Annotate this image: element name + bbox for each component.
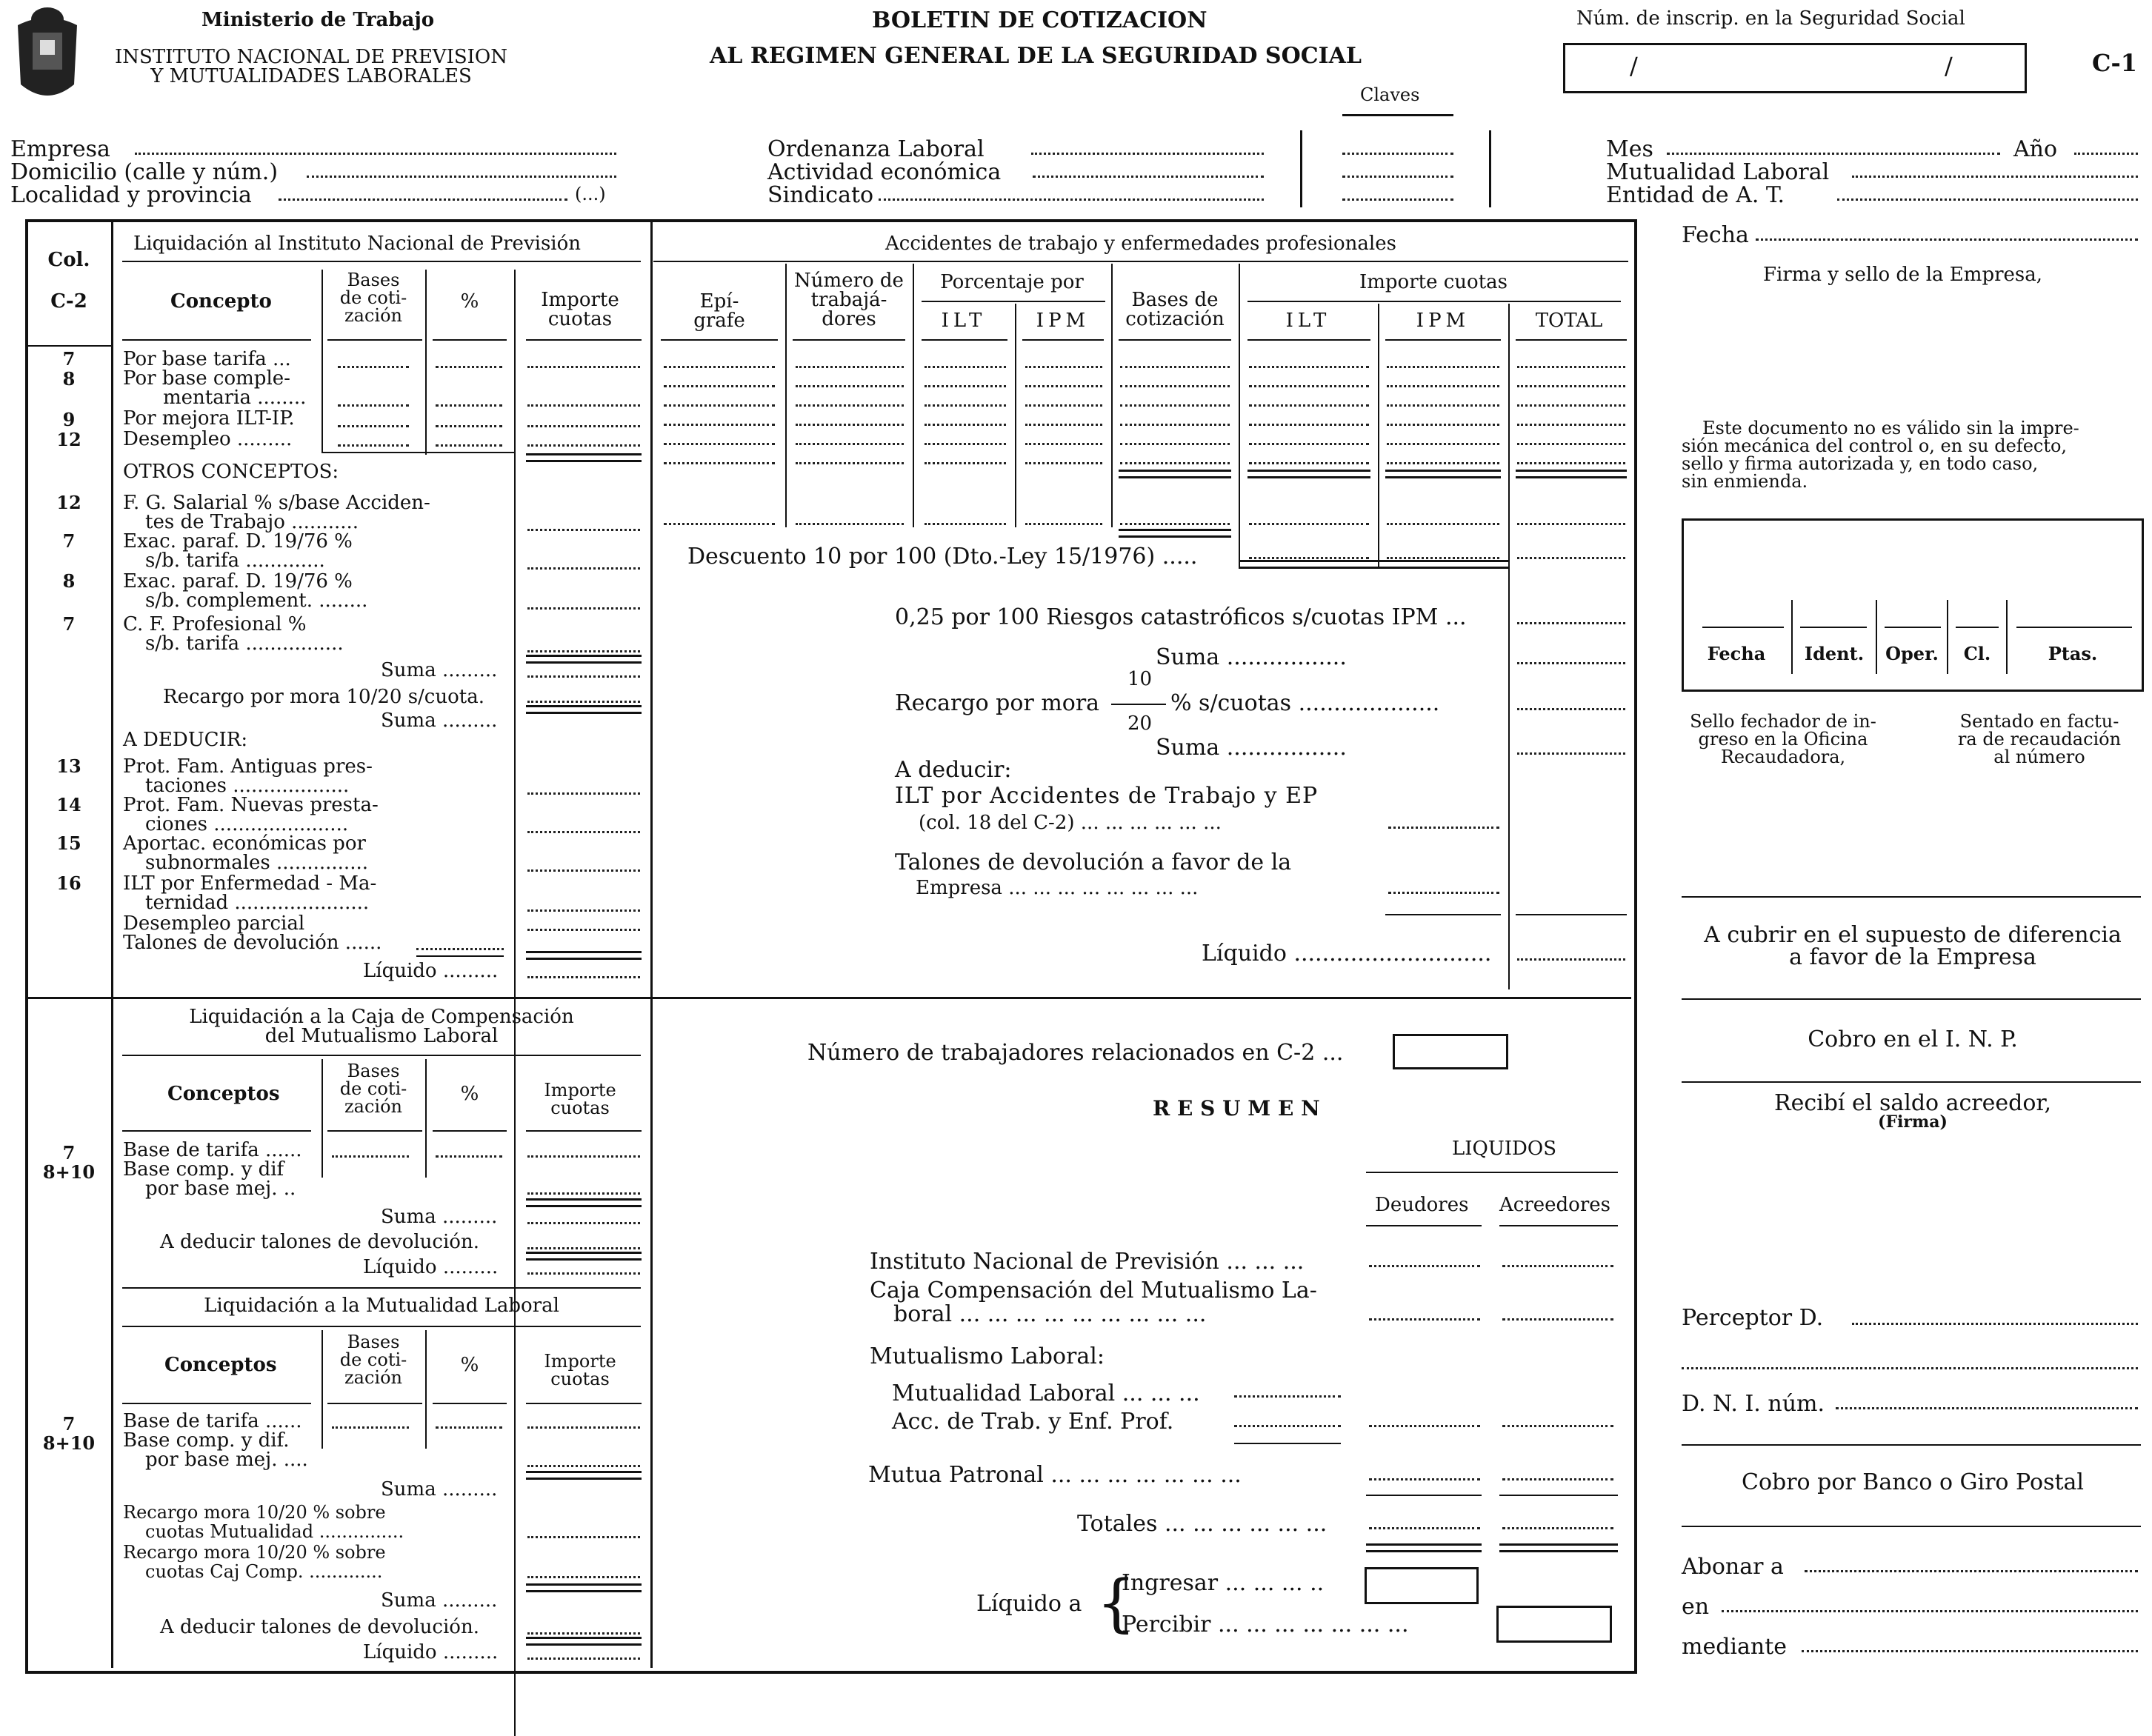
mutualidad-recargo: cuotas Mutualidad ............... (145, 1521, 404, 1542)
caja-liquido: Líquido ......... (363, 1256, 499, 1278)
acc-suma: Suma ................. (1156, 644, 1347, 670)
inp-row-label: mentaria ........ (163, 387, 307, 409)
mutualidad-field[interactable] (1852, 176, 2138, 178)
mutualidad-title: Liquidación a la Mutualidad Laboral (204, 1295, 559, 1317)
claves-label: Claves (1360, 84, 1420, 105)
resumen-acreedores: Acreedores (1499, 1194, 1610, 1216)
inp-title: Liquidación al Instituto Nacional de Previsión (133, 233, 582, 255)
col-num: 7 (62, 1142, 76, 1164)
sindicato-field[interactable] (879, 198, 1264, 201)
stamp-ptas: Ptas. (2048, 643, 2098, 664)
col-num: 7 (62, 1413, 76, 1435)
stamp-cl: Cl. (1963, 643, 1991, 664)
resumen-caja1: Caja Compensación del Mutualismo La- (870, 1278, 1317, 1303)
resumen-caja2: boral ... ... ... ... ... ... ... ... ... (893, 1301, 1207, 1327)
mutualidad-row: Base comp. y dif. (123, 1429, 290, 1452)
perceptor-label: Perceptor D. (1682, 1305, 1824, 1331)
mediante-label: mediante (1682, 1634, 1788, 1660)
otros-conceptos: OTROS CONCEPTOS: (123, 461, 339, 483)
dni-field[interactable] (1836, 1407, 2138, 1409)
acc-h-importe: Importe cuotas (1359, 271, 1508, 293)
dni-label: D. N. I. núm. (1682, 1391, 1825, 1417)
acc-talones2: Empresa ... ... ... ... ... ... ... ... (916, 877, 1199, 899)
domicilio-label: Domicilio (calle y núm.) (10, 159, 279, 185)
deducir-row: ternidad ...................... (145, 892, 370, 914)
recibi: Recibí el saldo acreedor, (1773, 1090, 2052, 1116)
col-num: 8+10 (42, 1161, 96, 1183)
ministry-label: Ministerio de Trabajo (201, 9, 435, 31)
inp-row-label: Por base tarifa ... (123, 348, 291, 370)
firma-label: (Firma) (1878, 1112, 1948, 1132)
caja-row: Base comp. y dif (123, 1158, 284, 1181)
sello-text: Sello fechador de in- greso en la Oficina Recaudadora, (1690, 711, 1876, 767)
col-num: 15 (56, 832, 81, 854)
accidentes-title: Accidentes de trabajo y enfermedades profesionales (885, 233, 1396, 255)
caja-h-pct: % (460, 1083, 479, 1105)
otros-row: s/b. tarifa ............. (145, 550, 325, 572)
col-num: 7 (62, 530, 76, 552)
inp-row-label: Por mejora ILT-IP. (123, 407, 295, 430)
percibir-box[interactable] (1496, 1606, 1612, 1643)
desempleo-parcial: Desempleo parcial (123, 912, 305, 935)
c2-header: C-2 (50, 290, 87, 313)
acc-h-ilt: ILT (941, 310, 987, 332)
caja-h-bases: Bases de coti- zación (339, 1061, 407, 1117)
mes-label: Mes (1606, 136, 1653, 162)
stamp-oper: Oper. (1885, 643, 1939, 664)
acc-h-porc: Porcentaje por (940, 271, 1084, 293)
inp-talones: Talones de devolución ...... (123, 932, 382, 954)
otros-row: Exac. paraf. D. 19/76 % (123, 570, 353, 592)
actividad-label: Actividad económica (767, 159, 1002, 185)
col-num: 9 (62, 409, 76, 430)
en-label: en (1682, 1594, 1710, 1620)
sindicato-label: Sindicato (767, 182, 874, 208)
resumen-deudores: Deudores (1375, 1194, 1469, 1216)
mutualidad-h-conceptos: Conceptos (164, 1354, 277, 1376)
clave-2[interactable] (1342, 176, 1453, 178)
caja-title: Liquidación a la Caja de Compensación del Mutualismo Laboral (189, 1006, 574, 1047)
otros-row: C. F. Profesional % (123, 613, 307, 635)
mutualidad-recargo: cuotas Caj Comp. ............. (145, 1561, 383, 1582)
mutualidad-row: Base de tarifa ...... (123, 1410, 302, 1432)
entidad-label: Entidad de A. T. (1606, 182, 1785, 208)
inp-suma2: Suma ......... (381, 710, 498, 732)
inp-h-pct: % (460, 290, 479, 313)
col-num: 8+10 (42, 1432, 96, 1454)
form-subtitle: AL REGIMEN GENERAL DE LA SEGURIDAD SOCIAL (710, 43, 1362, 69)
col-num: 12 (56, 429, 81, 450)
caja-suma: Suma ......... (381, 1206, 498, 1228)
clave-3[interactable] (1342, 198, 1453, 201)
slash-1: / (1630, 52, 1638, 80)
ordenanza-field[interactable] (1031, 153, 1264, 155)
mutualidad-h-pct: % (460, 1354, 479, 1376)
acc-recargo-num: 10 (1127, 668, 1153, 690)
stamp-fecha: Fecha (1707, 643, 1766, 664)
inp-suma: Suma ......... (381, 659, 498, 681)
otros-row: s/b. tarifa ................ (145, 632, 344, 655)
mutualidad-h-bases: Bases de coti- zación (339, 1332, 407, 1388)
resumen-mutualidad: Mutualidad Laboral ... ... ... (892, 1381, 1200, 1406)
deducir-row: ILT por Enfermedad - Ma- (123, 872, 377, 895)
col-num: 7 (62, 348, 76, 370)
abonar-field[interactable] (1805, 1570, 2138, 1572)
brace-icon: { (1096, 1566, 1136, 1639)
cubrir-text: A cubrir en el supuesto de diferencia a favor de la Empresa (1704, 922, 2122, 970)
col-header: Col. (47, 249, 90, 271)
resumen-num-trab: Número de trabajadores relacionados en C-2 ... (807, 1040, 1344, 1066)
inp-h-concepto: Concepto (170, 290, 272, 313)
right-fecha: Fecha (1682, 222, 1749, 248)
col-num: 13 (56, 755, 81, 777)
deducir-row: Prot. Fam. Nuevas presta- (123, 794, 379, 816)
acc-h-epigrafe: Epí- grafe (693, 290, 745, 332)
anio-label: Año (2013, 136, 2058, 162)
acc-ilt1: ILT por Accidentes de Trabajo y EP (895, 783, 1319, 809)
acc-suma2: Suma ................. (1156, 735, 1347, 761)
right-aviso: Este documento no es válido sin la impre- sión mecánica del control o, en su defecto, sello y firma autorizada y, en todo caso, sin enmienda. (1682, 418, 2079, 492)
acc-descuento: Descuento 10 por 100 (Dto.-Ley 15/1976) ..... (687, 544, 1198, 570)
acc-ilt2: (col. 18 del C-2) ... ... ... ... ... ... (919, 812, 1222, 834)
inp-h-bases: Bases de coti- zación (339, 270, 407, 326)
mutualidad-label: Mutualidad Laboral (1606, 159, 1830, 185)
otros-row: F. G. Salarial % s/base Acciden- (123, 492, 430, 514)
col-num: 8 (62, 570, 76, 592)
mutualidad-h-importe: Importe cuotas (544, 1351, 616, 1389)
inp-deducir: A DEDUCIR: (123, 729, 248, 751)
sentado-text: Sentado en factu- ra de recaudación al número (1957, 711, 2122, 767)
mutualidad-suma2: Suma ......... (381, 1589, 498, 1612)
acc-riesgos: 0,25 por 100 Riesgos catastróficos s/cuotas IPM ... (895, 604, 1467, 630)
col-num: 8 (62, 368, 76, 390)
perceptor-field-2[interactable] (1682, 1367, 2138, 1369)
acc-h-ipm: IPM (1036, 310, 1090, 332)
col-num: 12 (56, 492, 81, 513)
mutualidad-liquido: Líquido ......... (363, 1641, 499, 1663)
deducir-row: subnormales ............... (145, 852, 368, 874)
resumen-liquidos: LIQUIDOS (1452, 1138, 1557, 1160)
institute-label: INSTITUTO NACIONAL DE PREVISION Y MUTUALIDADES LABORALES (114, 46, 508, 87)
acc-h-total: TOTAL (1535, 310, 1603, 332)
mes-field[interactable] (1667, 153, 2000, 155)
acc-recargo-den: 20 (1127, 712, 1153, 735)
resumen-title: R E S U M E N (1153, 1096, 1320, 1121)
entidad-field[interactable] (1837, 198, 2138, 201)
form-title: BOLETIN DE COTIZACION (872, 7, 1207, 33)
col-num: 14 (56, 794, 81, 815)
inp-h-importe: Importe cuotas (541, 289, 619, 330)
ordenanza-label: Ordenanza Laboral (767, 136, 985, 162)
acc-liquido: Líquido ............................ (1202, 941, 1492, 967)
acc-h-num: Número de trabajá- dores (794, 270, 904, 330)
mutualidad-row: por base mej. .... (145, 1449, 308, 1471)
form-code: C-1 (2092, 49, 2138, 77)
domicilio-field[interactable] (307, 176, 616, 178)
acc-h-imp-ipm: IPM (1416, 310, 1470, 332)
slash-2: / (1945, 52, 1953, 80)
ingresar-box[interactable] (1365, 1567, 1479, 1604)
en-field[interactable] (1722, 1610, 2138, 1612)
acc-recargo: Recargo por mora (895, 690, 1100, 716)
acc-talones1: Talones de devolución a favor de la (895, 849, 1292, 875)
abonar-label: Abonar a (1682, 1554, 1784, 1580)
localidad-suffix: (...) (575, 184, 606, 204)
localidad-field[interactable] (279, 198, 567, 201)
inp-row-label: Desempleo ......... (123, 428, 293, 450)
col-num: 16 (56, 872, 81, 894)
caja-h-conceptos: Conceptos (167, 1083, 280, 1105)
stamp-ident: Ident. (1804, 643, 1865, 664)
inp-liquido: Líquido ......... (363, 960, 499, 982)
caja-h-importe: Importe cuotas (544, 1080, 616, 1118)
mutualidad-recargo: Recargo mora 10/20 % sobre (123, 1542, 386, 1563)
cobro-banco: Cobro por Banco o Giro Postal (1741, 1469, 2084, 1495)
resumen-mutualismo: Mutualismo Laboral: (870, 1343, 1105, 1369)
fecha-field[interactable] (1756, 238, 2138, 241)
resumen-ingresar: Ingresar ... ... ... .. (1122, 1570, 1325, 1596)
mutualidad-deducir: A deducir talones de devolución. (160, 1616, 479, 1638)
caja-row: por base mej. .. (145, 1178, 296, 1200)
resumen-mutua: Mutua Patronal ... ... ... ... ... ... ... (868, 1462, 1242, 1488)
empresa-label: Empresa (10, 136, 110, 162)
stamp-box (1682, 518, 2144, 692)
acc-deducir: A deducir: (895, 757, 1012, 783)
resumen-acc: Acc. de Trab. y Enf. Prof. (892, 1409, 1174, 1435)
resumen-inp: Instituto Nacional de Previsión ... ... ... (870, 1249, 1305, 1275)
col-num: 7 (62, 613, 76, 635)
caja-deducir: A deducir talones de devolución. (160, 1231, 479, 1253)
otros-row: tes de Trabajo ........... (145, 511, 359, 533)
num-trabajadores-box[interactable] (1393, 1034, 1508, 1069)
perceptor-field[interactable] (1852, 1323, 2138, 1325)
cobro-inp: Cobro en el I. N. P. (1808, 1026, 2018, 1052)
inp-recargo: Recargo por mora 10/20 s/cuota. (163, 686, 484, 708)
deducir-row: Prot. Fam. Antiguas pres- (123, 755, 373, 778)
coat-of-arms-icon (10, 3, 84, 107)
mediante-field[interactable] (1802, 1650, 2138, 1652)
actividad-field[interactable] (1033, 176, 1264, 178)
deducir-row: ciones ...................... (145, 813, 349, 835)
deducir-row: Aportac. económicas por (123, 832, 366, 855)
acc-h-imp-ilt: ILT (1285, 310, 1331, 332)
right-firma: Firma y sello de la Empresa, (1763, 264, 2043, 286)
mutualidad-recargo: Recargo mora 10/20 % sobre (123, 1502, 386, 1523)
acc-recargo-tail: % s/cuotas .................... (1170, 690, 1440, 716)
resumen-liquido-a: Líquido a (976, 1591, 1082, 1617)
deducir-row: taciones ................... (145, 775, 350, 797)
inscription-label: Núm. de inscrip. en la Seguridad Social (1576, 7, 1965, 30)
resumen-totales: Totales ... ... ... ... ... ... (1077, 1511, 1327, 1537)
inp-row-label: Por base comple- (123, 367, 290, 390)
otros-row: Exac. paraf. D. 19/76 % (123, 530, 353, 552)
anio-field[interactable] (2074, 153, 2138, 155)
mutualidad-suma: Suma ......... (381, 1478, 498, 1500)
localidad-label: Localidad y provincia (10, 182, 252, 208)
caja-row: Base de tarifa ...... (123, 1139, 302, 1161)
resumen-percibir: Percibir ... ... ... ... ... ... ... (1122, 1612, 1409, 1637)
empresa-field[interactable] (135, 153, 616, 155)
otros-row: s/b. complement. ........ (145, 590, 368, 612)
clave-1[interactable] (1342, 153, 1453, 155)
acc-h-bases: Bases de cotización (1125, 289, 1225, 330)
